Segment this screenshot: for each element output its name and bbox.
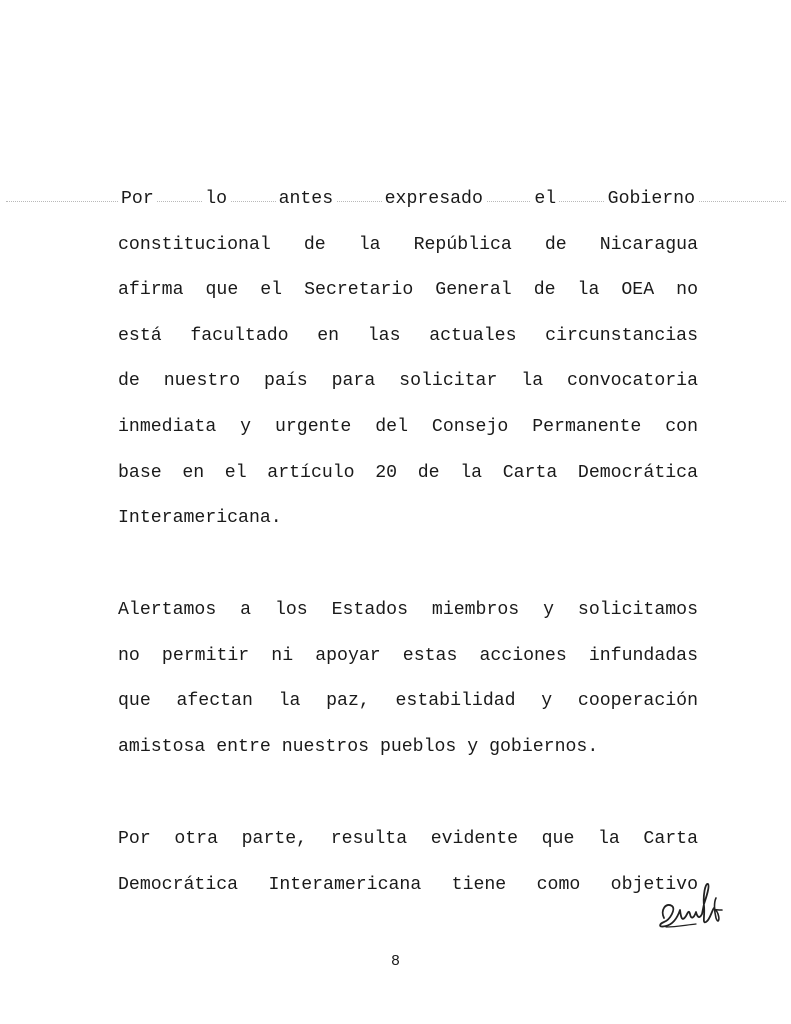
text-line xyxy=(118,186,698,232)
text-line: Democrática Interamericana tiene como objetivo xyxy=(118,872,698,918)
text-line: de nuestro país para solicitar la convocatoria xyxy=(118,368,698,414)
word: antes xyxy=(276,189,337,209)
text-line: está facultado en las actuales circunstancias xyxy=(118,323,698,369)
text-line: no permitir ni apoyar estas acciones infundadas xyxy=(118,643,698,689)
word: Por xyxy=(118,189,157,209)
text-line: que afectan la paz, estabilidad y cooperación xyxy=(118,688,698,734)
text-line: Interamericana. xyxy=(118,505,698,551)
text-line: inmediata y urgente del Consejo Permanente con xyxy=(118,414,698,460)
word: el xyxy=(531,189,559,209)
paragraph-democratic-charter xyxy=(118,826,698,917)
text-line: constitucional de la República de Nicaragua xyxy=(118,232,698,278)
page-number: 8 xyxy=(390,953,400,970)
text-line: afirma que el Secretario General de la OEA no xyxy=(118,277,698,323)
text-line: base en el artículo 20 de la Carta Democrática xyxy=(118,460,698,506)
word: Gobierno xyxy=(605,189,698,209)
handwritten-signature-icon xyxy=(656,880,726,932)
word: lo xyxy=(202,189,230,209)
text-line: amistosa entre nuestros pueblos y gobiernos. xyxy=(118,734,698,780)
text-line: Alertamos a los Estados miembros y solicitamos xyxy=(118,597,698,643)
word: expresado xyxy=(382,189,486,209)
paragraph-alert-member-states xyxy=(118,597,698,779)
paragraph-nicaragua-position xyxy=(118,186,698,551)
text-line: Por otra parte, resulta evidente que la Carta xyxy=(118,826,698,872)
